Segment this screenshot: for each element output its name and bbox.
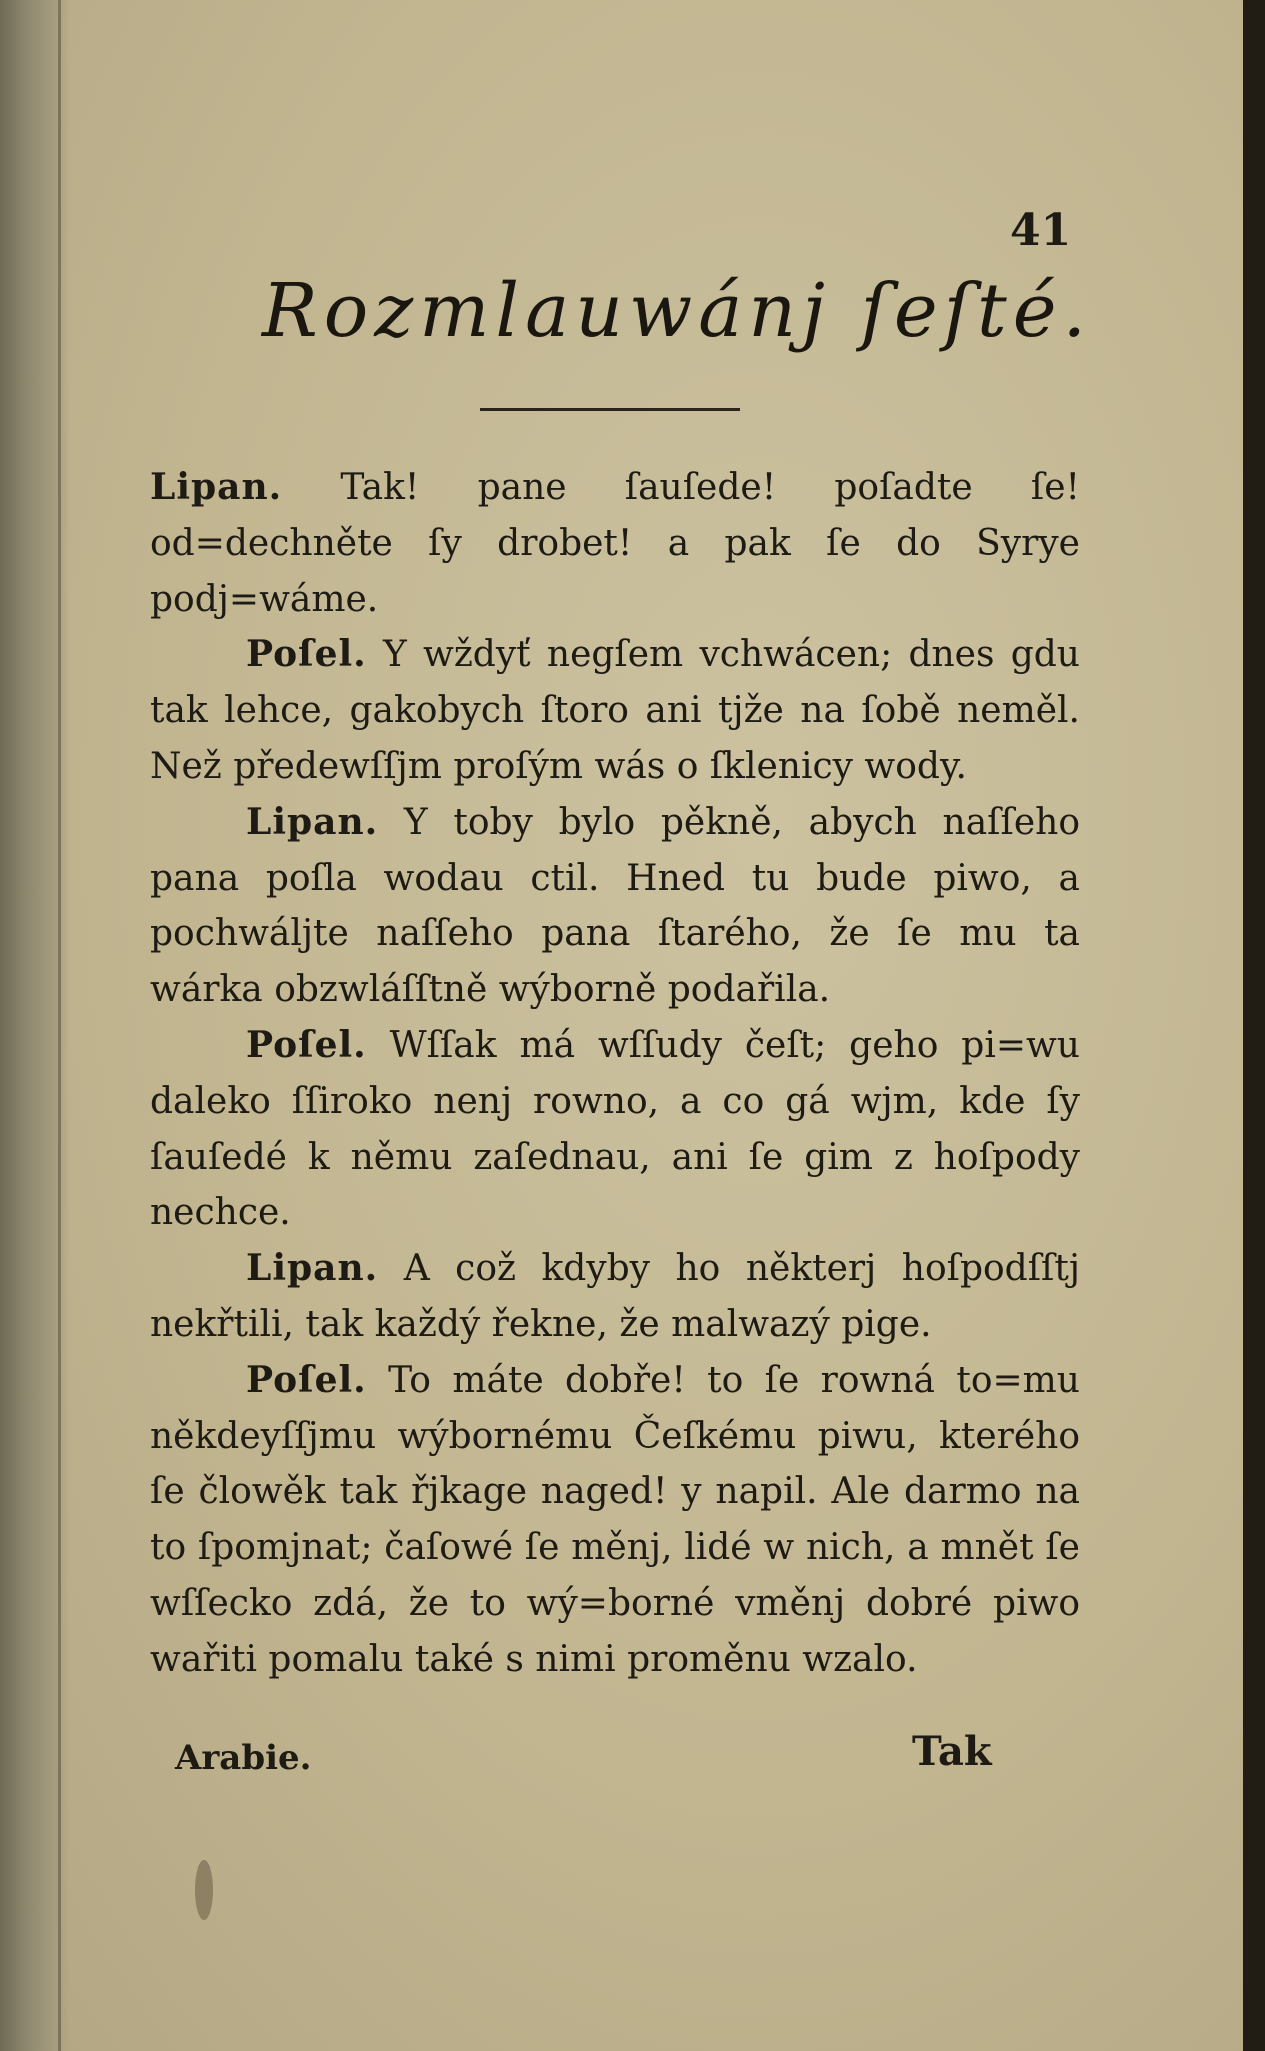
dialogue-paragraph (150, 627, 1080, 794)
catchword: Tak (912, 1728, 992, 1775)
speaker-name: Poſel. (246, 633, 367, 676)
dialogue-text: Y toby bylo pěkně, abych naſſeho pana poſla wodau ctil. Hned tu bude piwo, a pochwáljte naſſeho pana ſtarého, že ſe mu ta wárka obzwláſſtně wýborně podařila. (150, 801, 1080, 1011)
chapter-heading: Rozmlauwánj ſeſté. (262, 268, 1093, 354)
gutter-line (58, 0, 61, 2051)
page-edge-shadow (1243, 0, 1265, 2051)
page-number: 41 (1010, 205, 1072, 256)
dialogue-body (150, 460, 1080, 1688)
speaker-name: Lipan. (150, 466, 283, 508)
ink-smudge (195, 1860, 213, 1920)
dialogue-text: A což kdyby ho některj hoſpodſſtj nekřtili, tak každý řekne, že malwazý pige. (150, 1248, 1080, 1345)
dialogue-paragraph (150, 1353, 1080, 1688)
dialogue-paragraph (150, 795, 1080, 1018)
dialogue-text: To máte dobře! to ſe rowná to=mu někdeyſſjmu wýbornému Čeſkému piwu, kterého ſe člowěk tak řjkage naged! y napil. Ale darmo na to ſpomjnat; čaſowé ſe měnj, lidé w nich, a mnět ſe wſſecko zdá, že to wý=borné vměnj dobré piwo wařiti pomalu také s nimi proměnu wzalo. (150, 1359, 1080, 1680)
speaker-name: Poſel. (246, 1023, 367, 1066)
signature-mark: Arabie. (175, 1738, 312, 1778)
speaker-name: Poſel. (246, 1358, 367, 1401)
dialogue-paragraph (150, 1018, 1080, 1241)
dialogue-paragraph (150, 460, 1080, 627)
dialogue-text: Wſſak má wſſudy čeſt; geho pi=wu daleko ſſiroko nenj rowno, a co gá wjm, kde ſy ſauſedé k němu zaſednau, ani ſe gim z hoſpody nechce. (150, 1024, 1080, 1234)
heading-rule (480, 408, 740, 411)
dialogue-paragraph (150, 1241, 1080, 1353)
speaker-name: Lipan. (246, 800, 379, 843)
speaker-name: Lipan. (246, 1247, 379, 1290)
dialogue-text: Y wždyť negſem vchwácen; dnes gdu tak lehce, gakobych ſtoro ani tjže na ſobě neměl. Než předewſſjm proſým wás o ſklenicy wody. (150, 634, 1080, 787)
dialogue-text: Tak! pane ſauſede! poſadte ſe! od=dechněte ſy drobet! a pak ſe do Syrye podj=wáme. (150, 467, 1080, 620)
